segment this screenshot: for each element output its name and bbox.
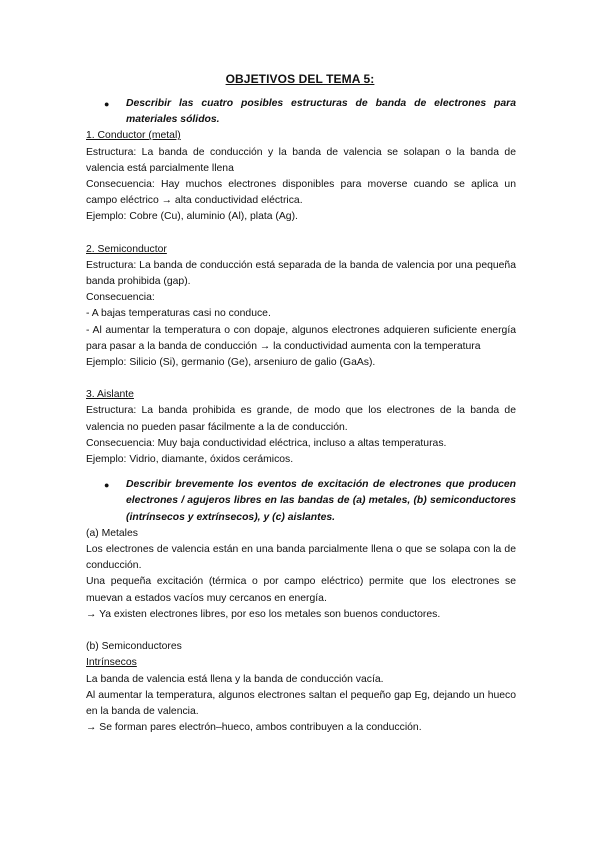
metales-paragraph-2: Una pequeña excitación (térmica o por campo eléctrico) permite que los electrones se muevan a estados vacíos muy cercanos en energía. xyxy=(86,576,516,604)
bullet-dot-icon: ● xyxy=(104,99,110,109)
objective-text-1: Describir las cuatro posibles estructuras de banda de electrones para materiales sólidos. xyxy=(126,98,516,126)
conductor-example: Ejemplo: Cobre (Cu), aluminio (Al), plata (Ag). xyxy=(86,211,298,223)
intrinsecos-paragraph-2: Al aumentar la temperatura, algunos electrones saltan el pequeño gap Eg, dejando un hueco en la banda de valencia. xyxy=(86,689,516,717)
bullet-dot-icon: ● xyxy=(104,480,110,491)
semiconductores-heading: (b) Semiconductores xyxy=(86,641,182,653)
document-body xyxy=(86,96,516,736)
semiconductor-item-1: - A bajas temperaturas casi no conduce. xyxy=(86,308,271,320)
aislante-example: Ejemplo: Vidrio, diamante, óxidos cerámicos. xyxy=(86,454,294,466)
semiconductor-item-2: - Al aumentar la temperatura o con dopaje, algunos electrones adquieren suficiente energía para pasar a la banda de conducción → la conductividad aumenta con la temperatura xyxy=(86,324,516,352)
metales-paragraph-1: Los electrones de valencia están en una banda parcialmente llena o que se solapa con la de conducción. xyxy=(86,544,516,572)
metales-paragraph-3: → Ya existen electrones libres, por eso los metales son buenos conductores. xyxy=(86,608,441,620)
semiconductor-structure: Estructura: La banda de conducción está separada de la banda de valencia por una pequeña banda prohibida (gap). xyxy=(86,259,516,288)
section-heading-semiconductor: 2. Semiconductor xyxy=(86,243,167,255)
intrinsecos-subheading: Intrínsecos xyxy=(86,657,137,669)
page-title: OBJETIVOS DEL TEMA 5: xyxy=(225,72,375,86)
intrinsecos-paragraph-1: La banda de valencia está llena y la banda de conducción vacía. xyxy=(86,673,384,685)
objective-bullet-1 xyxy=(86,96,516,128)
semiconductor-consequence: Consecuencia: xyxy=(86,292,155,304)
aislante-structure: Estructura: La banda prohibida es grande, de modo que los electrones de la banda de valencia no pueden pasar fácilmente a la de conducción. xyxy=(86,405,516,433)
semiconductor-example: Ejemplo: Silicio (Si), germanio (Ge), arseniuro de galio (GaAs). xyxy=(86,357,376,369)
conductor-structure: Estructura: La banda de conducción y la banda de valencia se solapan o la banda de valencia está parcialmente llena xyxy=(86,146,516,174)
intrinsecos-paragraph-3: → Se forman pares electrón–hueco, ambos contribuyen a la conducción. xyxy=(86,722,422,734)
objective-text-2: Describir brevemente los eventos de excitación de electrones que producen electrones / agujeros libres en las bandas de (a) metales, (b) semiconductores (intrínsecos y extrínsecos), y (c) aislantes. xyxy=(126,479,516,523)
section-heading-aislante: 3. Aislante xyxy=(86,389,134,401)
section-heading-conductor: 1. Conductor (metal) xyxy=(86,130,181,142)
metales-heading: (a) Metales xyxy=(86,527,138,539)
objective-bullet-2 xyxy=(86,477,516,526)
conductor-consequence: Consecuencia: Hay muchos electrones disponibles para moverse cuando se aplica un campo eléctrico → alta conductividad eléctrica. xyxy=(86,179,516,207)
aislante-consequence: Consecuencia: Muy baja conductividad eléctrica, incluso a altas temperaturas. xyxy=(86,437,447,449)
